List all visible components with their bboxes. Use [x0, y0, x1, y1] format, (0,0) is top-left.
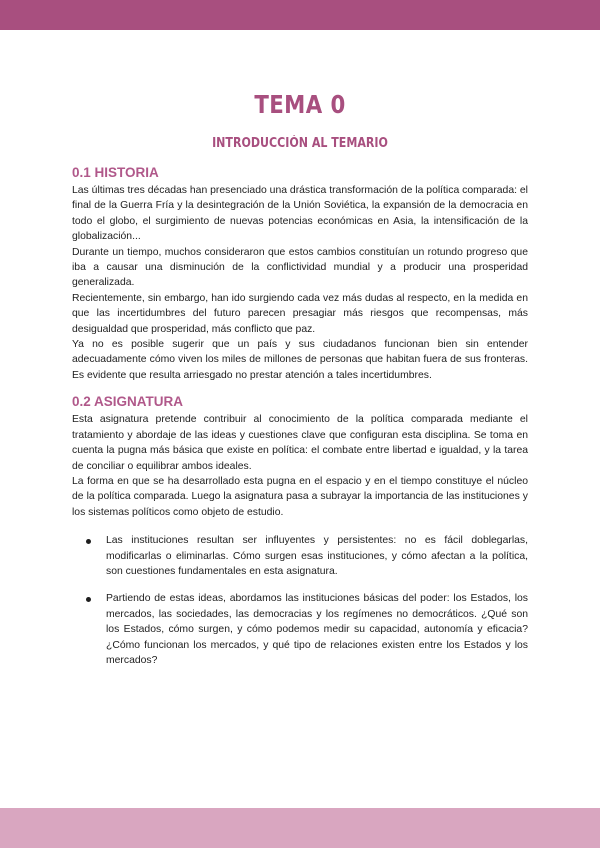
paragraph: Recientemente, sin embargo, han ido surgiendo cada vez más dudas al respecto, en la medida en que las incertidumbres del futuro parecen presagiar más riesgos que recompensas, más desigualdad que prosperidad, más conflicto que paz. [72, 292, 528, 335]
list-item-text: Las instituciones resultan ser influyentes y persistentes: no es fácil doblegarlas, modificarlas o eliminarlas. Cómo surgen esas instituciones, y cómo afectan a la política, son cuestiones fundamentales en esta asignatura. [106, 535, 528, 577]
footer-band [0, 808, 600, 848]
bullet-icon [86, 539, 91, 544]
page-subtitle: INTRODUCCIÓN AL TEMARIO [212, 136, 388, 151]
list-item [72, 591, 528, 668]
paragraph: Ya no es posible sugerir que un país y sus ciudadanos funcionan bien sin entender adecuadamente cómo viven los miles de millones de personas que habitan fuera de sus fronteras. Es evidente que resulta arriesgado no prestar atención a tales incertidumbres. [72, 339, 528, 381]
paragraph: La forma en que se ha desarrollado esta pugna en el espacio y en el tiempo constituye el núcleo de la política comparada. Luego la asignatura pasa a subrayar la importancia de las instituciones y los sistemas políticos como objeto de estudio. [72, 475, 528, 518]
bullet-list [72, 533, 528, 668]
page-title: TEMA 0 [254, 90, 346, 119]
page-content [72, 86, 528, 668]
paragraph: Esta asignatura pretende contribuir al conocimiento de la política comparada mediante el tratamiento y abordaje de las ideas y cuestiones clave que configuran esta disciplina. Se toma en cuenta la pugna más básica que existe en política: el combate entre libertad e igualdad, y la tarea de conciliar o equilibrar ambos ideales. [72, 414, 528, 472]
paragraph: Las últimas tres décadas han presenciado una drástica transformación de la política comparada: el final de la Guerra Fría y la desintegración de la Unión Soviética, la expansión de la democracia en todo el globo, el surgimiento de nuevas potencias económicas en Asia, la intensificación de la globalización... [72, 185, 528, 243]
section-heading-asignatura: 0.2 ASIGNATURA [72, 394, 184, 410]
list-item-text: Partiendo de estas ideas, abordamos las instituciones básicas del poder: los Estados, los mercados, las sociedades, las democracias y los regímenes no democráticos. ¿Qué son los Estados, cómo surgen, y cómo podemos medir su capacidad, autonomía y eficacia? ¿Cómo funcionan los mercados, y qué tipo de relaciones existen entre los Estados y los mercados? [106, 593, 528, 666]
section-heading-historia: 0.1 HISTORIA [72, 165, 159, 180]
bullet-icon [86, 597, 91, 602]
list-item [72, 533, 528, 579]
paragraph: Durante un tiempo, muchos consideraron que estos cambios constituían un rotundo progreso que iba a causar una disminución de la conflictividad mundial y a producir una prosperidad generalizada. [72, 246, 528, 289]
header-band [0, 0, 600, 30]
